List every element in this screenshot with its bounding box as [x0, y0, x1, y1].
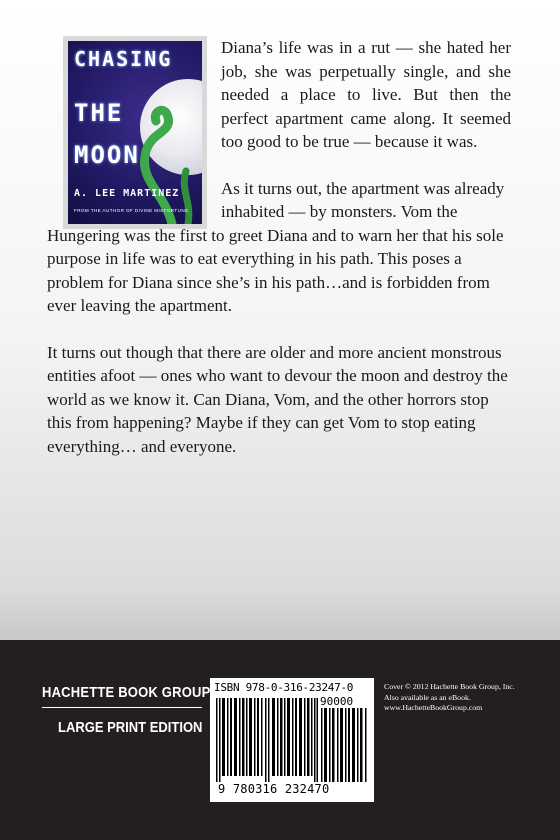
- cover-title-line-1: CHASING: [74, 47, 173, 71]
- blurb-paragraph-3: It turns out though that there are older and more ancient monstrous entities afoot — ones who want to devour the moon and destroy the world as we know it. Can Diana, Vom, and the other horrors stop this from happening? Maybe if they can get Vom to stop eating everything… and everyone.: [47, 342, 508, 456]
- ean-barcode-bars: [216, 698, 318, 782]
- publisher-name: HACHETTE BOOK GROUP: [42, 684, 211, 701]
- cover-tagline: FROM THE AUTHOR OF DIVINE MISFORTUNE: [74, 208, 189, 213]
- cover-title-line-2: THE: [74, 99, 124, 127]
- blurb-paragraph-2: As it turns out, the apartment was already inhabited — by monsters. Vom the Hungering was the first to greet Diana and to warn her that his sole purpose in life was to eat everything in his path. This poses a problem for Diana since she’s in his path…and is forbidden from ever leaving the apartment.: [47, 178, 505, 315]
- book-blurb: [47, 36, 511, 481]
- credit-line-copyright: Cover © 2012 Hachette Book Group, Inc.: [384, 682, 515, 691]
- blurb-paragraph-1: Diana’s life was in a rut — she hated her job, she was perpetually single, and she needed a place to live. But then the perfect apartment came along. It seemed too good to be true — because it was.: [221, 38, 511, 151]
- cover-float-spacer: [47, 36, 221, 212]
- ean-number: 9 780316 232470: [218, 782, 330, 796]
- cover-author: A. LEE MARTINEZ: [74, 188, 180, 199]
- price-code: 90000: [320, 695, 354, 708]
- cover-title-line-3: MOON: [74, 141, 140, 169]
- credit-line-website: www.HachetteBookGroup.com: [384, 703, 483, 712]
- addon-barcode-bars: [321, 708, 369, 782]
- cover-credits: [384, 682, 515, 714]
- credit-line-ebook: Also available as an eBook.: [384, 692, 471, 702]
- edition-label: LARGE PRINT EDITION: [58, 719, 203, 736]
- isbn-barcode: [210, 678, 374, 802]
- publisher-divider: [42, 707, 202, 708]
- back-cover-footer: [0, 640, 560, 840]
- isbn-text: ISBN 978-0-316-23247-0: [214, 681, 354, 694]
